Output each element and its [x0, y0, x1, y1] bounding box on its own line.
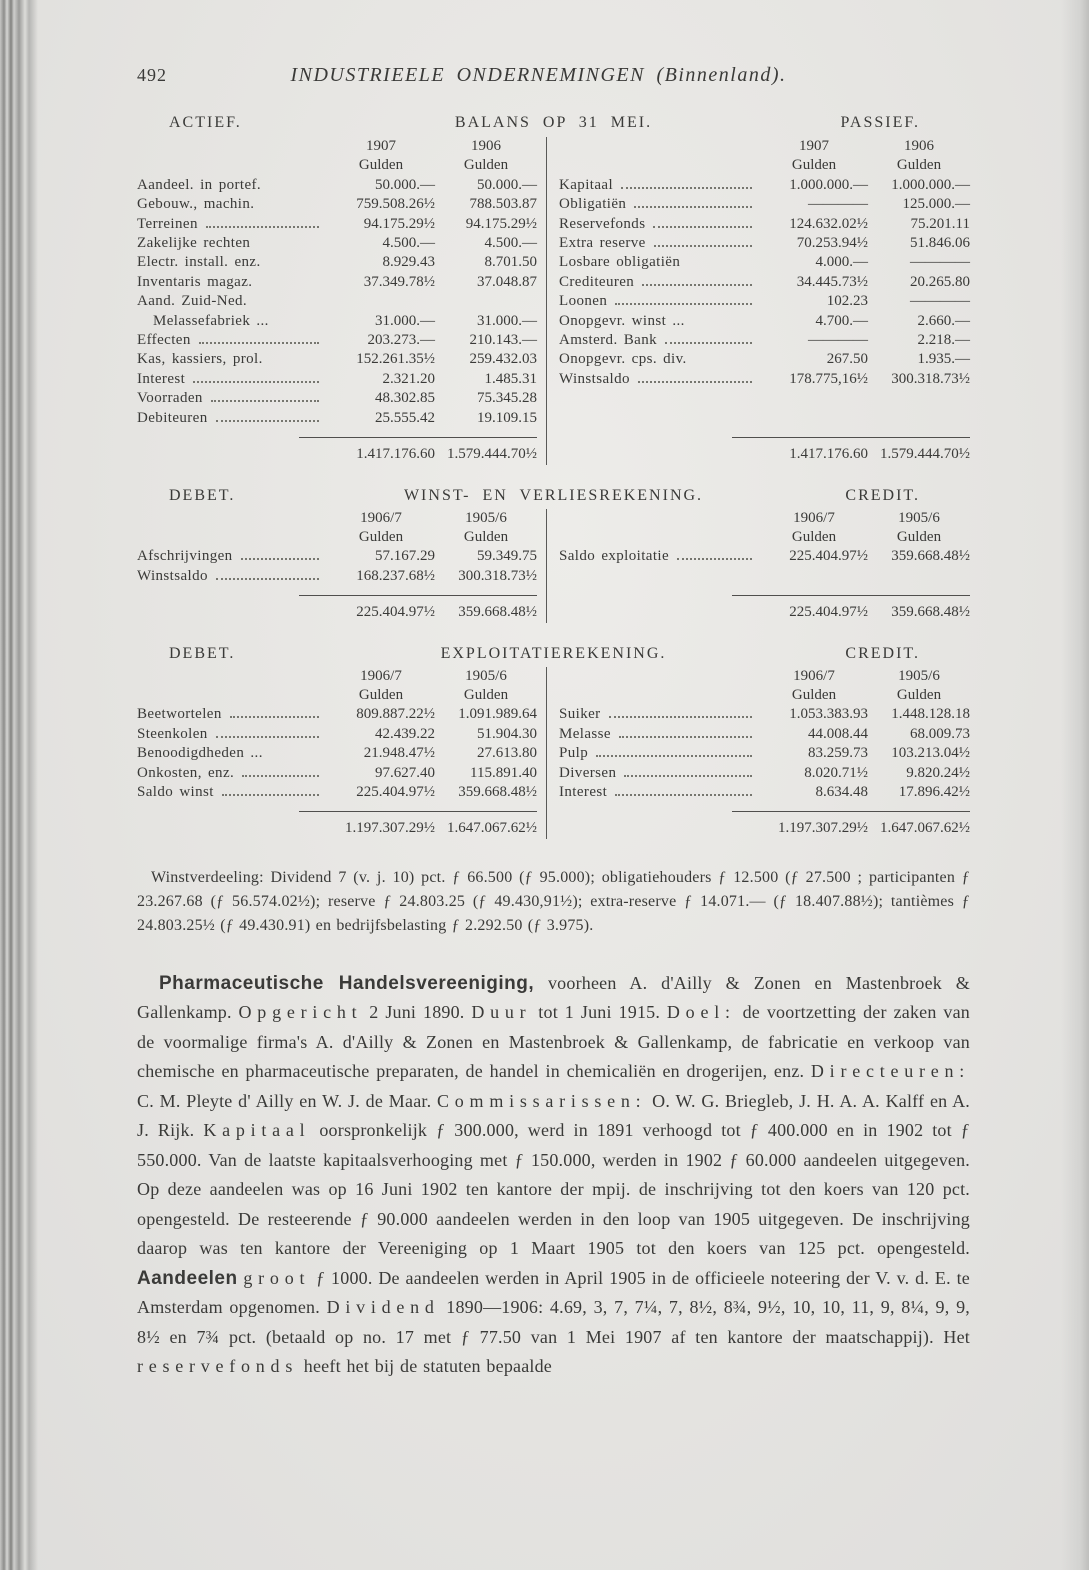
row-label: Kas, kassiers, prol. — [137, 351, 263, 368]
dotted-leader — [199, 342, 319, 344]
pl-credit-total — [732, 595, 970, 622]
currency-row — [137, 686, 537, 705]
ex-credit-column — [547, 667, 970, 839]
row-value-col2: 2.660.— — [917, 312, 970, 329]
paragraph-segment-bold: Pharmaceutische Handelsvereeniging, — [159, 972, 535, 994]
company-paragraph — [137, 969, 970, 1382]
year-label: 1906/7 — [360, 667, 402, 684]
dotted-leader — [634, 206, 752, 208]
paragraph-segment-spaced: Commissarissen: — [437, 1090, 647, 1111]
total-value-col1: 1.197.307.29½ — [778, 820, 868, 837]
row-label: Electr. install. enz. — [137, 254, 261, 271]
page-content — [137, 64, 970, 1400]
row-value-col2: 1.091.989.64 — [458, 706, 537, 723]
paragraph-segment-normal: heeft het bij de statuten bepaalde — [298, 1356, 552, 1377]
row-value-col2: 59.349.75 — [477, 548, 537, 565]
row-value-col2: 4.500.— — [484, 235, 537, 252]
row-value-col1: ———— — [808, 196, 868, 213]
table-row — [559, 350, 970, 369]
row-value-col1: 50.000.— — [375, 176, 435, 193]
table-row — [137, 389, 537, 408]
balance-statement — [137, 137, 970, 465]
column-years — [137, 137, 537, 156]
row-value-col2: 37.048.87 — [477, 273, 537, 290]
paragraph-segment-normal: voorheen A. d'Ailly & Zonen en Mastenbroek & Gallenkamp. — [137, 972, 971, 1023]
table-row — [559, 215, 970, 234]
row-value-col2: 75.201.11 — [910, 215, 970, 232]
row-label: Losbare obligatiën — [559, 254, 681, 271]
paragraph-segment-spaced: reservefonds — [137, 1356, 299, 1377]
row-value-col2: 9.820.24½ — [906, 764, 970, 781]
row-label: Loonen — [559, 293, 608, 310]
row-value-col2: 68.009.73 — [910, 725, 970, 742]
row-value-col2: 1.935.— — [917, 351, 970, 368]
table-row — [559, 744, 970, 763]
row-label: Melasse — [559, 725, 611, 742]
row-value-col1: 48.302.85 — [375, 390, 435, 407]
row-value-col2: 19.109.15 — [477, 409, 537, 426]
table-row — [137, 705, 537, 724]
row-label: Obligatiën — [559, 196, 627, 213]
year-label: 1906 — [471, 138, 501, 154]
paragraph-segment-spaced: Duur — [471, 1002, 532, 1023]
dotted-leader — [596, 755, 752, 757]
currency-label: Gulden — [791, 528, 837, 545]
total-value-col2: 1.647.067.62½ — [880, 820, 970, 837]
row-label: Extra reserve — [559, 235, 646, 252]
row-label: Debiteuren — [137, 409, 208, 426]
row-value-col2: 300.318.73½ — [891, 370, 970, 387]
total-value-col1: 1.417.176.60 — [789, 446, 868, 463]
row-label: Afschrijvingen — [137, 548, 233, 565]
row-value-col1: 4.000.— — [815, 254, 868, 271]
row-value-col1: 83.259.73 — [808, 745, 868, 762]
paragraph-segment-normal: de voortzetting der zaken van de voormalige firma's A. d'Ailly & Zonen en Mastenbroek & Gallenkamp, de fabricatie en verkoop van chemische en pharmaceutische preparaten, de handel in chemicaliën en drogerijen, enz. — [137, 1002, 971, 1082]
row-value-col1: 97.627.40 — [375, 764, 435, 781]
paragraph-segment-bold: Aandeelen — [137, 1267, 238, 1289]
dotted-leader — [677, 558, 752, 560]
row-value-col1: 4.700.— — [815, 312, 868, 329]
row-value-col1: 168.237.68½ — [356, 567, 435, 584]
currency-label: Gulden — [463, 528, 509, 545]
row-label: Interest — [137, 370, 186, 387]
row-value-col2: ———— — [910, 293, 970, 310]
row-label: Pulp — [559, 745, 589, 762]
total-value-col2: 359.668.48½ — [458, 604, 537, 621]
row-value-col2: 8.701.50 — [484, 254, 537, 271]
paragraph-segment-normal: C. M. Pleyte d' Ailly en W. J. de Maar. — [137, 1090, 438, 1111]
profit-loss-statement — [137, 509, 970, 623]
row-value-col2: 17.896.42½ — [898, 783, 970, 800]
dotted-leader — [230, 716, 319, 718]
row-value-col1: 759.508.26½ — [356, 196, 435, 213]
currency-row — [559, 528, 970, 547]
row-value-col2: 50.000.— — [477, 176, 537, 193]
dotted-leader — [642, 284, 752, 286]
year-label: 1906 — [904, 138, 934, 154]
row-value-col2: 51.904.30 — [477, 725, 537, 742]
year-label: 1905/6 — [465, 509, 507, 526]
row-value-col2: 1.448.128.18 — [891, 706, 970, 723]
actief-column — [137, 137, 547, 465]
dotted-leader — [242, 775, 319, 777]
table-row — [137, 547, 537, 566]
row-value-col1: ———— — [808, 332, 868, 349]
row-label: Amsterd. Bank — [559, 332, 658, 349]
profit-loss-title: WINST- EN VERLIESREKENING. — [403, 486, 704, 504]
row-value-col1: 8.020.71½ — [804, 764, 868, 781]
dotted-leader — [615, 303, 752, 305]
row-value-col1: 1.053.383.93 — [789, 706, 868, 723]
row-value-col1: 94.175.29½ — [363, 215, 435, 232]
credit-heading: CREDIT. — [845, 486, 920, 504]
year-label: 1905/6 — [898, 509, 940, 526]
row-value-col2: 2.218.— — [917, 332, 970, 349]
dotted-leader — [609, 716, 752, 718]
row-label: Winstsaldo — [137, 567, 208, 584]
debet-heading: DEBET. — [169, 644, 236, 662]
row-label: Aand. Zuid-Ned. — [137, 293, 248, 310]
credit-heading: CREDIT. — [845, 644, 920, 662]
currency-label: Gulden — [791, 157, 837, 174]
row-label: Interest — [559, 783, 608, 800]
row-value-col2: 259.432.03 — [469, 351, 537, 368]
total-value-col2: 1.647.067.62½ — [447, 820, 537, 837]
table-row — [137, 273, 537, 292]
total-value-col1: 1.197.307.29½ — [345, 820, 435, 837]
row-label: Beetwortelen — [137, 706, 222, 723]
row-label: Terreinen — [137, 215, 198, 232]
row-value-col2: 27.613.80 — [477, 745, 537, 762]
year-label: 1907 — [799, 138, 829, 154]
actief-rows — [137, 176, 537, 428]
row-label: Voorraden — [137, 390, 203, 407]
row-value-col1: 1.000.000.— — [789, 176, 868, 193]
dotted-leader — [665, 342, 752, 344]
actief-total — [299, 437, 537, 464]
row-value-col1: 44.008.44 — [808, 725, 868, 742]
total-value-col1: 225.404.97½ — [789, 604, 868, 621]
debet-heading: DEBET. — [169, 486, 236, 504]
dotted-leader — [653, 226, 752, 228]
table-row — [137, 234, 537, 253]
dotted-leader — [241, 558, 319, 560]
row-label: Inventaris magaz. — [137, 273, 253, 290]
row-value-col1: 203.273.— — [367, 332, 435, 349]
column-years — [137, 667, 537, 686]
year-label: 1905/6 — [898, 667, 940, 684]
row-value-col1: 152.261.35½ — [356, 351, 435, 368]
table-row — [559, 705, 970, 724]
dotted-leader — [654, 245, 752, 247]
table-row — [559, 370, 970, 389]
row-value-col1: 178.775,16½ — [789, 370, 868, 387]
dotted-leader — [216, 736, 319, 738]
dotted-leader — [206, 226, 319, 228]
dotted-leader — [621, 187, 752, 189]
row-value-col2: ———— — [910, 254, 970, 271]
passief-rows — [559, 176, 970, 389]
table-row — [137, 744, 537, 763]
table-row — [559, 292, 970, 311]
dotted-leader — [619, 736, 752, 738]
total-value-col1: 225.404.97½ — [356, 604, 435, 621]
row-value-col2: 300.318.73½ — [458, 567, 537, 584]
paragraph-segment-normal: 2 Juni 1890. — [362, 1002, 472, 1023]
row-value-col2: 20.265.80 — [910, 273, 970, 290]
table-total-row — [137, 802, 537, 838]
table-row — [559, 234, 970, 253]
row-value-col2: 1.000.000.— — [891, 176, 970, 193]
currency-label: Gulden — [896, 528, 942, 545]
row-label: Onopgevr. winst ... — [559, 312, 685, 329]
table-row — [137, 215, 537, 234]
table-row — [137, 725, 537, 744]
currency-label: Gulden — [358, 157, 404, 174]
currency-label: Gulden — [896, 686, 942, 703]
paragraph-segment-spaced: Doel: — [666, 1002, 736, 1023]
table-row — [137, 764, 537, 783]
row-value-col1: 225.404.97½ — [356, 783, 435, 800]
pl-credit-column — [547, 509, 970, 623]
balance-title: BALANS OP 31 MEI. — [454, 114, 653, 131]
row-value-col2: 1.485.31 — [484, 370, 537, 387]
table-row — [559, 253, 970, 272]
page-number: 492 — [137, 65, 167, 85]
row-value-col1: 31.000.— — [375, 312, 435, 329]
ex-credit-total — [732, 811, 970, 838]
row-value-col2: 125.000.— — [902, 196, 970, 213]
year-label: 1905/6 — [465, 667, 507, 684]
ex-debet-total — [299, 811, 537, 838]
winstverdeeling-paragraph: Winstverdeeling: Dividend 7 (v. j. 10) pct. ƒ 66.500 (ƒ 95.000); obligatiehouders ƒ 12.500 (ƒ 27.500 ; participanten ƒ 23.267.68 (ƒ 56.574.02½); reserve ƒ 24.803.25 (ƒ 49.430,91½); extra-reserve ƒ 14.071.— (ƒ 18.407.88½); tantièmes ƒ 24.803.25½ (ƒ 49.430.91) en bedrijfsbelasting ƒ 2.292.50 (ƒ 3.975). — [137, 868, 970, 934]
table-row — [137, 312, 537, 331]
row-label: Onkosten, enz. — [137, 764, 235, 781]
dotted-leader — [216, 420, 319, 422]
row-value-col2: 103.213.04½ — [891, 745, 970, 762]
book-binding-edge — [0, 0, 38, 1570]
table-row — [559, 764, 970, 783]
row-value-col2: 788.503.87 — [469, 196, 537, 213]
actief-heading: ACTIEF. — [169, 114, 242, 131]
row-label: Steenkolen — [137, 725, 208, 742]
table-row — [559, 312, 970, 331]
table-row — [559, 273, 970, 292]
paragraph-segment-normal: oorspronkelijk ƒ 300.000, werd in 1891 verhoogd tot ƒ 400.000 en in 1902 tot ƒ 550.000. Van de laatste kapitaalsverhooging met ƒ 150.000, werden in 1902 ƒ 60.000 aandeelen uitgegeven. Op deze aandeelen was op 16 Juni 1902 ten kantore der mpij. de inschrijving tot den koers van 120 pct. opengesteld. De resteerende ƒ 90.000 aandeelen werden in den loop van 1905 uitgegeven. De inschrijving daarop was ten kantore der Vereeniging op 1 Maart 1905 tot den koers van 125 pct. opengesteld. — [137, 1120, 970, 1259]
row-value-col1: 70.253.94½ — [796, 235, 868, 252]
running-head — [137, 64, 970, 87]
column-years — [559, 137, 970, 156]
pl-credit-rows — [559, 547, 970, 566]
row-label: Reservefonds — [559, 215, 646, 232]
table-row — [137, 195, 537, 214]
paragraph-segment-spaced: Opgericht — [238, 1002, 363, 1023]
table-total-row — [559, 586, 970, 622]
currency-label: Gulden — [896, 157, 942, 174]
table-row — [559, 331, 970, 350]
row-label: Winstsaldo — [559, 370, 630, 387]
paragraph-segment-normal: 1890—1906: 4.69, 3, 7, 7¼, 7, 8½, 8¾, 9½, 10, 10, 11, 9, 8¼, 9, 9, 8½ en 7¾ pct. (betaald op no. 17 met ƒ 77.50 van 1 Mei 1907 af ten kantore der maatschappij). Het — [137, 1297, 970, 1347]
row-value-col2: 359.668.48½ — [458, 783, 537, 800]
row-value-col1: 102.23 — [826, 293, 868, 310]
table-row — [559, 195, 970, 214]
row-value-col1: 8.929.43 — [382, 254, 435, 271]
currency-label: Gulden — [358, 686, 404, 703]
column-years — [137, 509, 537, 528]
pl-debet-rows — [137, 547, 537, 586]
year-label: 1906/7 — [793, 667, 835, 684]
paragraph-segment-spaced: Kapitaal — [203, 1120, 311, 1141]
balance-section-heading — [137, 114, 970, 132]
table-row — [137, 350, 537, 369]
row-value-col1: 225.404.97½ — [789, 548, 868, 565]
passief-total — [732, 437, 970, 464]
exploitation-statement — [137, 667, 970, 839]
currency-row — [137, 528, 537, 547]
row-label: Aandeel. in portef. — [137, 176, 262, 193]
total-value-col2: 359.668.48½ — [891, 604, 970, 621]
currency-label: Gulden — [358, 528, 404, 545]
row-value-col2: 359.668.48½ — [891, 548, 970, 565]
exploitation-section-heading — [137, 645, 970, 663]
dotted-leader — [615, 794, 752, 796]
table-row — [559, 783, 970, 802]
passief-heading: PASSIEF. — [840, 114, 920, 131]
total-value-col1: 1.417.176.60 — [356, 446, 435, 463]
table-total-row — [559, 802, 970, 838]
row-label: Gebouw., machin. — [137, 196, 255, 213]
total-value-col2: 1.579.444.70½ — [880, 446, 970, 463]
pl-debet-total — [299, 595, 537, 622]
table-row — [137, 783, 537, 802]
table-row — [137, 370, 537, 389]
row-value-col1: 267.50 — [826, 351, 868, 368]
row-label: Melassefabriek ... — [153, 312, 269, 329]
row-label: Crediteuren — [559, 273, 635, 290]
paragraph-segment-normal: ƒ 1000. De aandeelen werden in April 1905 in de officieele noteering der V. v. d. E. te Amsterdam opgenomen. — [137, 1267, 970, 1318]
table-row — [559, 725, 970, 744]
year-label: 1906/7 — [360, 509, 402, 526]
dotted-leader — [624, 775, 752, 777]
row-value-col1: 42.439.22 — [375, 725, 435, 742]
exploitation-title: EXPLOITATIEREKENING. — [440, 644, 667, 662]
row-value-col2: 94.175.29½ — [465, 215, 537, 232]
row-label: Effecten — [137, 332, 191, 349]
dotted-leader — [638, 381, 752, 383]
row-value-col1: 57.167.29 — [375, 548, 435, 565]
pl-debet-column — [137, 509, 547, 623]
row-label: Saldo exploitatie — [559, 548, 670, 565]
dotted-leader — [216, 578, 319, 580]
row-value-col1: 37.349.78½ — [363, 273, 435, 290]
passief-column — [547, 137, 970, 465]
total-value-col2: 1.579.444.70½ — [447, 446, 537, 463]
table-row — [137, 253, 537, 272]
ex-credit-rows — [559, 705, 970, 802]
table-row — [137, 409, 537, 428]
dotted-leader — [211, 400, 319, 402]
paragraph-segment-spaced: groot — [243, 1267, 311, 1288]
page-right-edge — [1061, 0, 1089, 1570]
row-value-col1: 21.948.47½ — [363, 745, 435, 762]
row-label: Suiker — [559, 706, 601, 723]
table-row — [559, 176, 970, 195]
currency-row — [137, 156, 537, 175]
table-total-row — [137, 428, 537, 464]
paragraph-segment-normal: tot 1 Juni 1915. — [531, 1002, 667, 1023]
row-value-col1: 34.445.73½ — [796, 273, 868, 290]
row-value-col1: 8.634.48 — [815, 783, 868, 800]
currency-label: Gulden — [463, 157, 509, 174]
table-row — [137, 176, 537, 195]
row-value-col1: 809.887.22½ — [356, 706, 435, 723]
table-row — [137, 292, 537, 311]
currency-row — [559, 156, 970, 175]
column-years — [559, 509, 970, 528]
row-value-col2: 75.345.28 — [477, 390, 537, 407]
row-value-col1: 124.632.02½ — [789, 215, 868, 232]
dotted-leader — [222, 794, 319, 796]
currency-row — [559, 686, 970, 705]
running-title: INDUSTRIEELE ONDERNEMINGEN (Binnenland). — [290, 64, 787, 86]
row-label: Saldo winst — [137, 783, 214, 800]
row-value-col2: 31.000.— — [477, 312, 537, 329]
ex-debet-column — [137, 667, 547, 839]
row-value-col1: 25.555.42 — [375, 409, 435, 426]
row-value-col2: 115.891.40 — [470, 764, 537, 781]
row-value-col1: 2.321.20 — [382, 370, 435, 387]
paragraph-segment-spaced: Directeuren: — [810, 1061, 970, 1082]
year-label: 1906/7 — [793, 509, 835, 526]
row-label: Onopgevr. cps. div. — [559, 351, 687, 368]
table-row — [559, 547, 970, 566]
year-label: 1907 — [366, 138, 396, 154]
dotted-leader — [193, 381, 319, 383]
table-row — [137, 567, 537, 586]
currency-label: Gulden — [463, 686, 509, 703]
row-value-col2: 51.846.06 — [910, 235, 970, 252]
row-label: Kapitaal — [559, 176, 614, 193]
paragraph-segment-spaced: Dividend — [326, 1297, 440, 1318]
row-label: Zakelijke rechten — [137, 235, 251, 252]
profit-loss-section-heading — [137, 487, 970, 505]
currency-label: Gulden — [791, 686, 837, 703]
row-value-col1: 4.500.— — [382, 235, 435, 252]
table-row — [137, 331, 537, 350]
ex-debet-rows — [137, 705, 537, 802]
row-label: Benoodigdheden ... — [137, 745, 263, 762]
table-total-row — [137, 586, 537, 622]
row-label: Diversen — [559, 764, 617, 781]
row-value-col2: 210.143.— — [469, 332, 537, 349]
table-total-row — [559, 428, 970, 464]
paragraph-segment-normal: O. W. G. Briegleb, J. H. A. A. Kalff en A. J. Rijk. — [137, 1090, 971, 1141]
column-years — [559, 667, 970, 686]
